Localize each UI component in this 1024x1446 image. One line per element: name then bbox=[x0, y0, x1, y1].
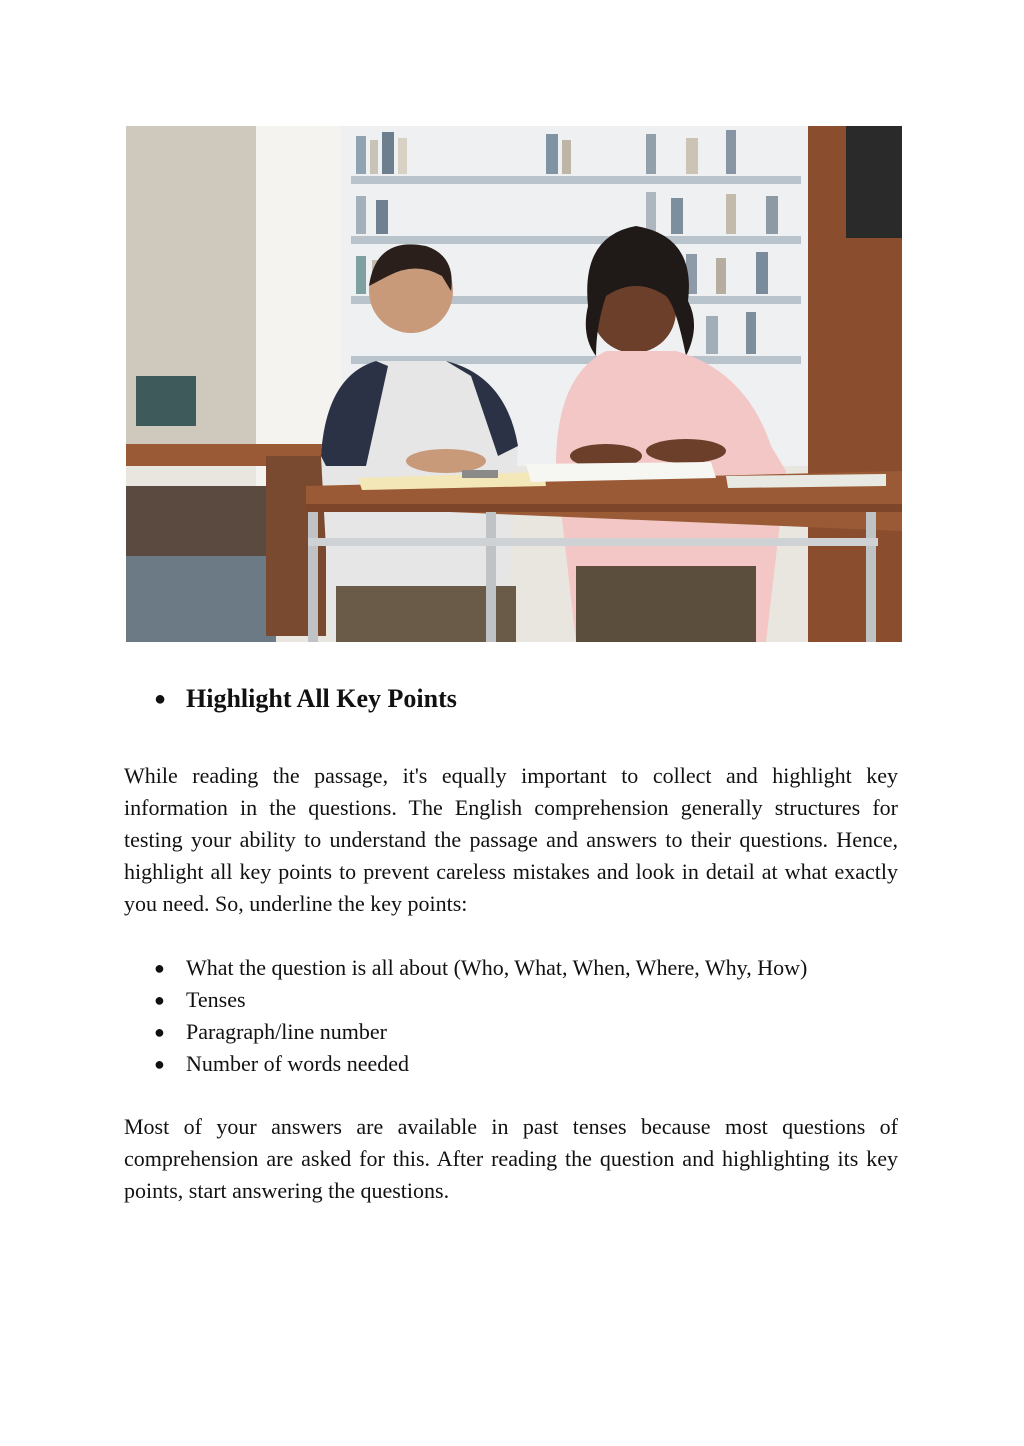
list-item bbox=[124, 1016, 900, 1048]
list-bullet: ● bbox=[154, 958, 165, 978]
closing-paragraph: Most of your answers are available in past tenses because most questions of comprehension are asked for this. After reading the question and highlighting its key points, start answering the questions. bbox=[124, 1114, 898, 1203]
intro-paragraph: While reading the passage, it's equally important to collect and highlight key information in the questions. The English comprehension generally structures for testing your ability to understand the passage and answers to their questions. Hence, highlight all key points to prevent careless mistakes and look in detail at what exactly you need. So, underline the key points: bbox=[124, 763, 898, 916]
list-item-text: Number of words needed bbox=[186, 1051, 409, 1076]
section-heading: Highlight All Key Points bbox=[186, 684, 457, 713]
list-bullet: ● bbox=[154, 1054, 165, 1074]
list-item-text: Tenses bbox=[186, 987, 246, 1012]
list-item bbox=[124, 952, 900, 984]
tutoring-photo bbox=[126, 126, 902, 642]
list-bullet: ● bbox=[154, 990, 165, 1010]
heading-bullet: ● bbox=[154, 688, 167, 710]
key-points-list bbox=[124, 952, 900, 1080]
list-item bbox=[124, 984, 900, 1016]
list-item bbox=[124, 1048, 900, 1080]
list-item-text: What the question is all about (Who, What, When, Where, Why, How) bbox=[186, 955, 808, 980]
list-item-text: Paragraph/line number bbox=[186, 1019, 387, 1044]
list-bullet: ● bbox=[154, 1022, 165, 1042]
section-heading-row bbox=[124, 682, 900, 718]
